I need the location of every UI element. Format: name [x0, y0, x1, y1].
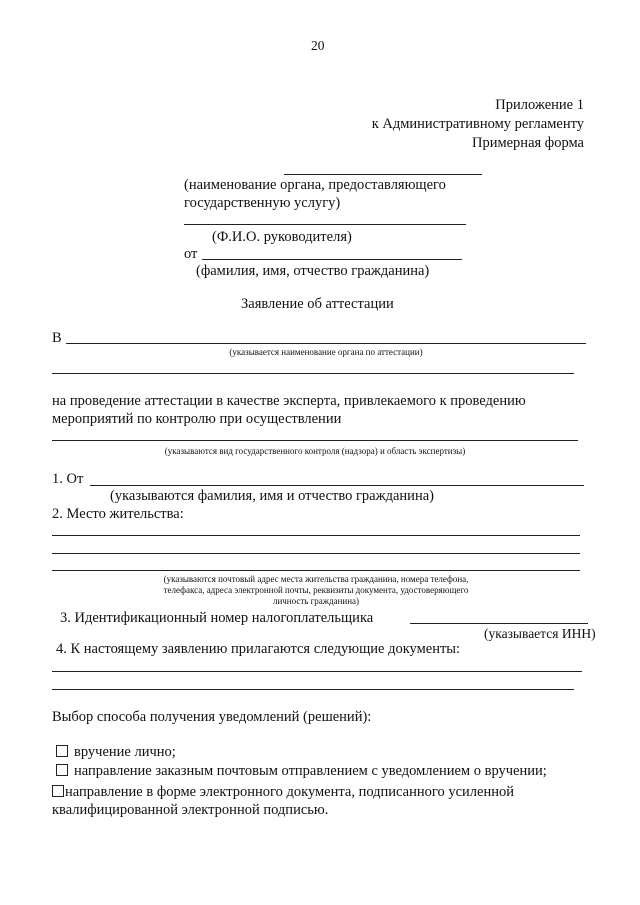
- option-post[interactable]: [56, 763, 547, 780]
- from-line: [202, 259, 462, 260]
- option-in-person-label: вручение лично;: [74, 744, 176, 760]
- page-number: 20: [311, 38, 325, 53]
- purpose-line-1: на проведение аттестации в качестве эксперта, привлекаемого к проведению: [52, 393, 526, 409]
- item1-label: 1. От: [52, 471, 84, 487]
- option-in-person[interactable]: [56, 744, 176, 761]
- option-post-label: направление заказным почтовым отправлением с уведомлением о вручении;: [74, 763, 547, 779]
- documents-line-1: [52, 671, 582, 672]
- inn-hint: (указывается ИНН): [484, 626, 596, 641]
- option-electronic[interactable]: [52, 784, 514, 801]
- citizen-hint: (фамилия, имя, отчество гражданина): [196, 263, 430, 279]
- checkbox-in-person[interactable]: [56, 745, 68, 757]
- head-name-line: [184, 224, 466, 225]
- control-hint: (указываются вид государственного контроля (надзора) и область экспертизы): [164, 446, 466, 456]
- item3-label: 3. Идентификационный номер налогоплательщика: [60, 610, 374, 626]
- appendix-reference: к Административному регламенту: [371, 116, 584, 132]
- option-electronic-label-2: квалифицированной электронной подписью.: [52, 802, 329, 818]
- to-hint: (указывается наименование органа по аттестации): [229, 347, 423, 357]
- item1-line: [90, 485, 584, 486]
- item4-label: 4. К настоящему заявлению прилагаются следующие документы:: [56, 641, 461, 657]
- to-line: [66, 343, 586, 344]
- appendix-header: [372, 96, 584, 153]
- option-electronic-label-1: направление в форме электронного документа, подписанного усиленной: [65, 784, 514, 800]
- from-label: от: [184, 246, 198, 262]
- residence-hint-3: личность гражданина): [272, 596, 360, 606]
- organ-hint-1: (наименование органа, предоставляющего: [184, 177, 446, 193]
- notifications-heading: Выбор способа получения уведомлений (решений):: [52, 709, 372, 725]
- documents-line-2: [52, 689, 574, 690]
- residence-hint: [52, 574, 580, 607]
- form-type: Примерная форма: [471, 135, 584, 151]
- control-line: [52, 440, 578, 441]
- head-hint: (Ф.И.О. руководителя): [212, 229, 352, 245]
- checkbox-post[interactable]: [56, 764, 68, 776]
- residence-line-2: [52, 553, 580, 554]
- organ-hint-2: государственную услугу): [184, 195, 341, 211]
- item2-label: 2. Место жительства:: [52, 506, 184, 522]
- to-label: В: [52, 330, 62, 346]
- item1-hint: (указываются фамилия, имя и отчество гражданина): [110, 488, 434, 504]
- appendix-title: Приложение 1: [495, 97, 584, 113]
- inn-line: [410, 623, 588, 624]
- residence-hint-1: (указываются почтовый адрес места жительства гражданина, номера телефона,: [163, 574, 469, 584]
- to-line-2: [52, 373, 574, 374]
- document-title: Заявление об аттестации: [241, 296, 394, 312]
- residence-hint-2: телефакса, адреса электронной почты, реквизиты документа, удостоверяющего: [163, 585, 469, 595]
- checkbox-electronic[interactable]: [52, 785, 64, 797]
- residence-line-3: [52, 570, 580, 571]
- residence-line-1: [52, 535, 580, 536]
- organ-name-line: [284, 174, 482, 175]
- purpose-line-2: мероприятий по контролю при осуществлении: [52, 411, 342, 427]
